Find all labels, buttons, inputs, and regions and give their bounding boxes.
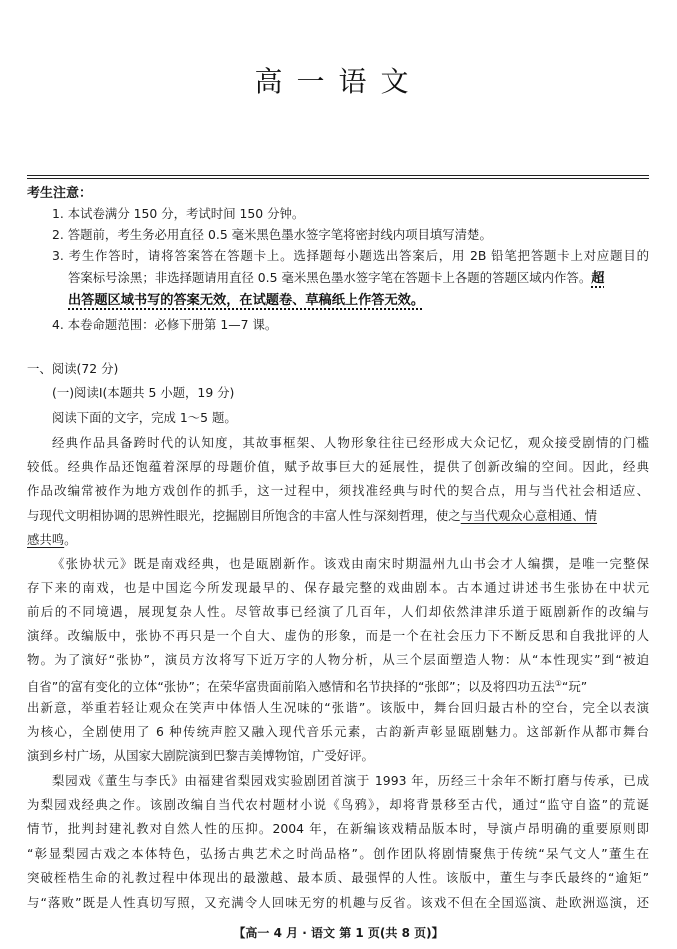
section-sub-heading: (一)阅读Ⅰ(本题共 5 小题，19 分) <box>52 385 235 400</box>
header-rule-top <box>27 175 649 176</box>
notice-item-3-text: 答案标号涂黑；非选择题请用直径 0.5 毫米黑色墨水签字笔在答题卡上各题的答题区域内作答。 <box>68 270 592 285</box>
p3-line: 情节，批判封建礼教对自然人性的压抑。2004 年，在新编该戏精品版本时，导演卢昂明确的重要原则即 <box>27 821 649 836</box>
notice-item-1: 1. 本试卷满分 150 分，考试时间 150 分钟。 <box>52 206 305 221</box>
notice-item-3-line-2 <box>68 270 604 287</box>
p1-line: 经典作品具备跨时代的认知度，其故事框架、人物形象往往已经形成大众记忆，观众接受剧情的门槛 <box>52 435 649 450</box>
p1-underlined-b: 感共鸣 <box>27 532 65 547</box>
notice-item-3-bold-a: 超 <box>591 271 605 286</box>
p2-line-footnote <box>27 676 649 695</box>
page-footer: 【高一 4 月 · 语文 第 1 页(共 8 页)】 <box>233 926 444 940</box>
p3-line: 与“落败”既是人性真切写照，又充满令人回味无穷的机趣与反省。该戏不但在全国巡演、赴欧洲巡演，还 <box>27 895 649 910</box>
p2-line: 《张协状元》既是南戏经典，也是瓯剧新作。该戏由南宋时期温州九山书会才人编撰，是唯一完整保 <box>52 556 649 571</box>
notice-heading: 考生注意： <box>27 186 93 201</box>
p1-line-last <box>27 508 597 524</box>
notice-item-2: 2. 答题前，考生务必用直径 0.5 毫米黑色墨水签字笔将密封线内项目填写清楚。 <box>52 227 492 242</box>
p1-line: 较低。经典作品还饱蕴着深厚的母题价值，赋予故事巨大的延展性，提供了创新改编的空间。因此，经典 <box>27 459 649 474</box>
p2-line: 存下来的南戏，也是中国迄今所发现最早的、保存最完整的戏曲剧本。古本通过讲述书生张协在中状元 <box>27 580 649 595</box>
p3-line: 梨园戏《董生与李氏》由福建省梨园戏实验剧团首演于 1993 年，历经三十余年不断打磨与传承，已成 <box>52 773 649 788</box>
notice-item-3-line-1: 3. 考生作答时，请将答案答在答题卡上。选择题每小题选出答案后，用 2B 铅笔把答题卡上对应题目的 <box>52 248 649 263</box>
p1-text: 与现代文明相协调的思辨性眼光，挖掘剧目所饱含的丰富人性与深刻哲理，使之 <box>27 508 461 523</box>
p2-line: 物。为了演好“张协”，演员方汝将写下近万字的人物分析，从三个层面塑造人物：从“本性现实”到“被迫 <box>27 652 649 667</box>
section-instruction: 阅读下面的文字，完成 1～5 题。 <box>52 410 237 425</box>
p2-line: 出新意，举重若轻让观众在笑声中体悟人生况味的“张谐”。该版中，舞台回归最古朴的空台，完全以表演 <box>27 700 649 715</box>
p3-line: 为梨园戏经典之作。该剧改编自当代农村题材小说《鸟鸦》，却将背景移至古代，通过“监守自盗”的荒诞 <box>27 797 649 812</box>
footnote-mark: ① <box>554 679 562 688</box>
exam-title: 高一语文 <box>254 65 423 98</box>
p2-quote-tail: “玩” <box>561 679 588 695</box>
section-heading: 一、阅读(72 分) <box>27 361 119 376</box>
p1-line-end <box>27 532 77 548</box>
p1-period: 。 <box>64 532 77 547</box>
p2-line: 为核心，全剧使用了 6 种传统声腔又融入现代音乐元素，古韵新声彰显瓯剧魅力。这部新作从都市舞台 <box>27 724 649 739</box>
p2-line: 演绎。改编版中，张协不再只是一个自大、虚伪的形象，而是一个在社会压力下不断反思和自我批评的人 <box>27 628 649 643</box>
p3-line: “彰显梨园古戏之本体特色，弘扬古典艺术之时尚品格”。创作团队将剧情聚焦于传统“呆气文人”董生在 <box>27 846 649 861</box>
header-rule-bottom <box>27 178 649 179</box>
notice-item-4: 4. 本卷命题范围：必修下册第 1—7 课。 <box>52 317 278 332</box>
p2-line: 前后的不同境遇，展现复杂人性。尽管故事已经演了几百年，人们却依然津津乐道于瓯剧新作的改编与 <box>27 604 649 619</box>
p3-line: 突破桎梏生命的礼教过程中体现出的最激越、最本质、最强悍的人性。该版中，董生与李氏最终的“逾矩” <box>27 870 649 885</box>
p1-underlined-a: 与当代观众心意相通、情 <box>460 508 597 523</box>
p2-text: 自省”的富有变化的立体“张协”；在荣华富贵面前陷入感情和名节抉择的“张郎”；以及将四功五法 <box>27 679 555 695</box>
p2-line: 演到乡村广场，从国家大剧院演到巴黎吉美博物馆，广受好评。 <box>27 748 374 763</box>
notice-item-3-bold-b: 出答题区域书写的答案无效，在试题卷、草稿纸上作答无效。 <box>68 293 425 308</box>
p1-line: 作品改编常被作为地方戏创作的抓手，这一过程中，须找准经典与时代的契合点，用与当代社会相适应、 <box>27 483 649 498</box>
